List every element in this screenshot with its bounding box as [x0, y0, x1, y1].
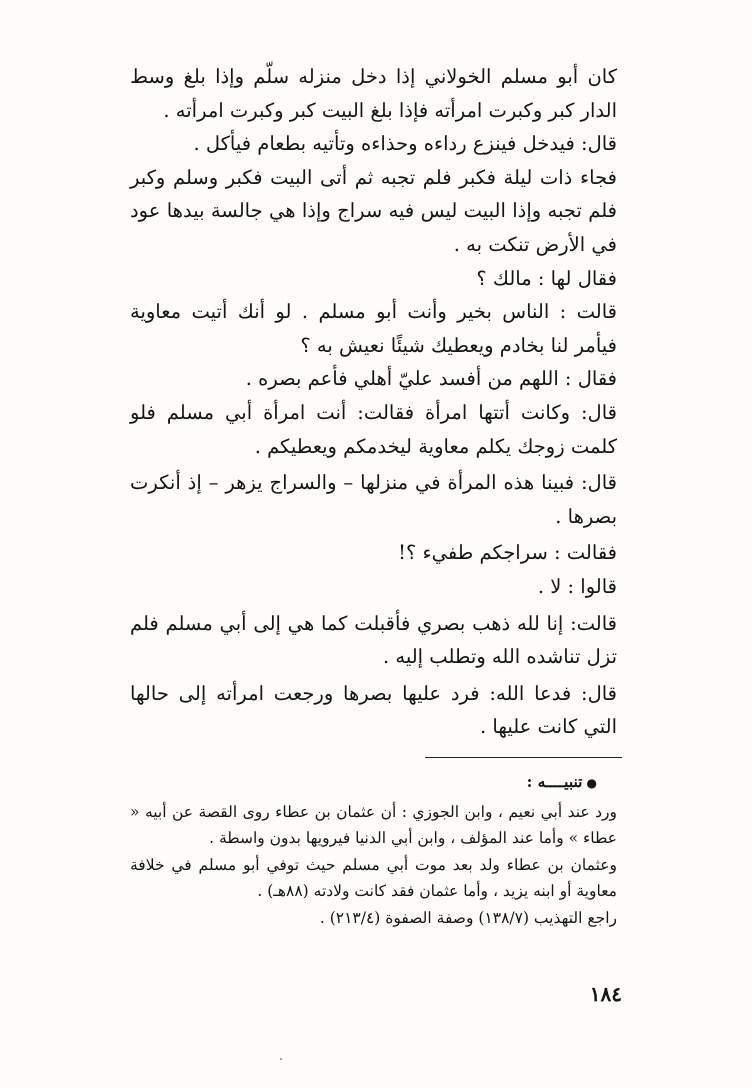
paragraph-1: كان أبو مسلم الخولاني إذا دخل منزله سلّم وإذا بلغ وسط الدار كبر وكبرت امرأته فإذا بلغ البيت كبر وكبرت امرأته .: [130, 65, 617, 122]
footnote: [130, 768, 617, 931]
footnote-title-text: تنبيــــه :: [526, 772, 583, 791]
bullet-icon: ●: [586, 776, 597, 790]
paragraph-5: قالت : الناس بخير وأنت أبو مسلم . لو أنك أتيت معاوية فيأمر لنا بخادم ويعطيك شيئًا نعيش به ؟: [130, 300, 617, 357]
paragraph-10: قالوا : لا .: [537, 574, 617, 598]
paragraph-8: قال: فبينا هذه المرأة في منزلها – والسراج يزهر – إذ أنكرت بصرها .: [130, 471, 617, 528]
paragraph-2: قال: فيدخل فينزع رداءه وحذاءه وتأتيه بطعام فيأكل .: [193, 132, 617, 156]
page-number: ١٨٤: [589, 982, 622, 1006]
footnote-line-1: ورد عند أبي نعيم ، وابن الجوزي : أن عثمان بن عطاء روى القصة عن أبيه « عطاء » وأما عند المؤلف ، وابن أبي الدنيا فيرويها بدون واسطة .: [130, 803, 617, 848]
paragraph-9: فقالت : سراجكم طفيء ؟!: [398, 541, 617, 565]
paragraph-11: قالت: إنا لله ذهب بصري فأقبلت كما هي إلى أبي مسلم فلم تزل تناشده الله وتطلب إليه .: [130, 611, 617, 669]
footnote-title: [130, 768, 597, 797]
main-text: [130, 60, 617, 744]
paragraph-6: فقال : اللهم من أفسد عليّ أهلي فأعم بصره .: [245, 367, 617, 391]
paragraph-4: فقال لها : مالك ؟: [476, 266, 617, 290]
scan-speck: [280, 1058, 282, 1060]
paragraph-12: قال: فدعا الله: فرد عليها بصرها ورجعت امرأته إلى حالها التي كانت عليها .: [130, 681, 618, 739]
paragraph-3: فجاء ذات ليلة فكبر فلم تجبه ثم أتى البيت فكبر وسلم وكبر فلم تجبه وإذا البيت ليس فيه سراج وإذا هي جالسة بيدها عود في الأرض تنكت به .: [130, 165, 617, 256]
footnote-line-3: راجع التهذيب (١٣٨/٧) وصفة الصفوة (٢١٣/٤) .: [319, 908, 617, 927]
paragraph-7: قال: وكانت أتتها امرأة فقالت: أنت امرأة أبي مسلم فلو كلمت زوجك يكلم معاوية ليخدمكم ويعطيكم .: [130, 400, 617, 458]
footnote-line-2: وعثمان بن عطاء ولد بعد موت أبي مسلم حيث توفي أبو مسلم في خلافة معاوية أو ابنه يزيد ، وأما عثمان فقد كانت ولادته (٨٨هـ) .: [130, 855, 617, 901]
footnote-divider: [425, 757, 622, 758]
